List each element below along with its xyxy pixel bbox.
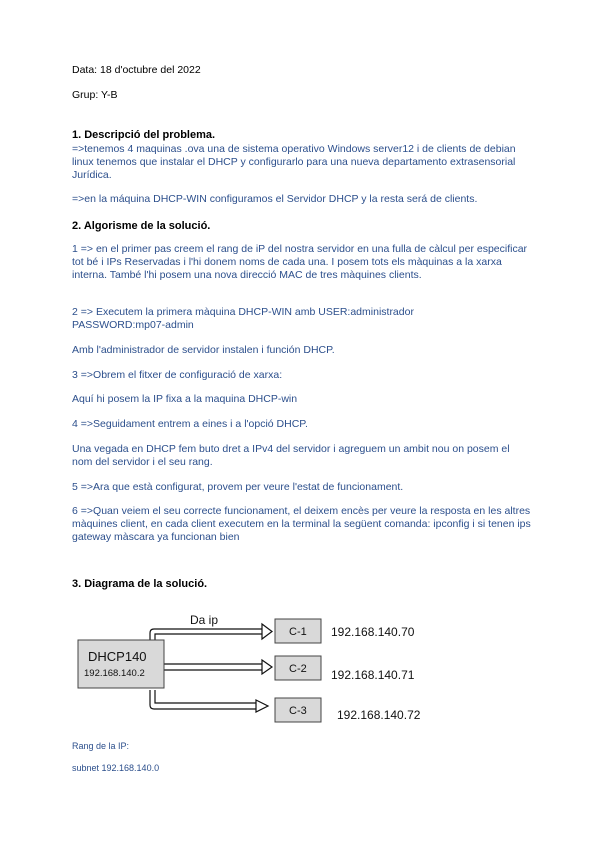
server-ip: 192.168.140.2 <box>84 668 145 679</box>
section3-title: 3. Diagrama de la solució. <box>72 578 208 590</box>
arrow-head-c3 <box>256 700 268 712</box>
step2-line1: 2 => Executem la primera màquina DHCP-WIN amb USER:administrador <box>72 306 414 318</box>
step3-text: 3 =>Obrem el fitxer de configuració de xarxa: <box>72 369 283 381</box>
section1-paragraph2: =>en la máquina DHCP-WIN configuramos el Servidor DHCP y la resta será de clients. <box>72 193 478 205</box>
step2-line2: PASSWORD:mp07-admin <box>72 319 194 331</box>
step3-detail: Aquí hi posem la IP fixa a la maquina DHCP-win <box>72 393 298 405</box>
client-name-c1: C-1 <box>289 626 307 638</box>
arrow-label: Da ip <box>190 613 219 627</box>
client-ip-c3: 192.168.140.72 <box>337 708 421 722</box>
range-label: Rang de la IP: <box>72 741 130 751</box>
step5-text: 5 =>Ara que està configurat, provem per veure l'estat de funcionament. <box>72 481 404 493</box>
group-line: Grup: Y-B <box>72 89 118 101</box>
client-ip-c1: 192.168.140.70 <box>331 625 415 639</box>
section2-title: 2. Algorisme de la solució. <box>72 220 211 232</box>
client-ip-c2: 192.168.140.71 <box>331 668 415 682</box>
step4-detail: Una vegada en DHCP fem buto dret a IPv4 del servidor i agreguem un ambit nou on posem el nom del servidor i el seu rang. <box>72 443 510 468</box>
section1-title: 1. Descripció del problema. <box>72 129 216 141</box>
arrow-head-c2 <box>262 660 272 674</box>
date-line: Data: 18 d'octubre del 2022 <box>72 64 201 76</box>
step1-text: 1 => en el primer pas creem el rang de iP del nostra servidor en una fulla de càlcul per especificar tot bé i IPs Reservadas i l'hi donem noms de cada una. I posem tots els màquinas a la xarxa interna. També l'hi posem una nova direcció MAC de tres màquines clients. <box>72 243 528 281</box>
client-name-c2: C-2 <box>289 663 307 675</box>
server-name: DHCP140 <box>88 649 147 664</box>
client-name-c3: C-3 <box>289 705 307 717</box>
arrow-head-c1 <box>262 624 272 639</box>
section1-paragraph1: =>tenemos 4 maquinas .ova una de sistema operativo Windows server12 i de clients de debian linux tenemos que instalar el DHCP y configurarlo para una nueva departamento extrasensorial Jurídica. <box>72 143 516 181</box>
server-box <box>78 640 164 688</box>
connector-c3 <box>150 690 256 709</box>
step6-text: 6 =>Quan veiem el seu correcte funcionament, el deixem encès per veure la resposta en les altres màquines client, en cada client executem en la terminal la següent comanda: ipconfig i si tenen ips gateway màscara ya funcionan bien <box>72 505 531 543</box>
step4-text: 4 =>Seguidament entrem a eines i a l'opció DHCP. <box>72 418 308 430</box>
subnet-line: subnet 192.168.140.0 <box>72 763 160 773</box>
step2-line3: Amb l'administrador de servidor instalen i función DHCP. <box>72 344 335 356</box>
